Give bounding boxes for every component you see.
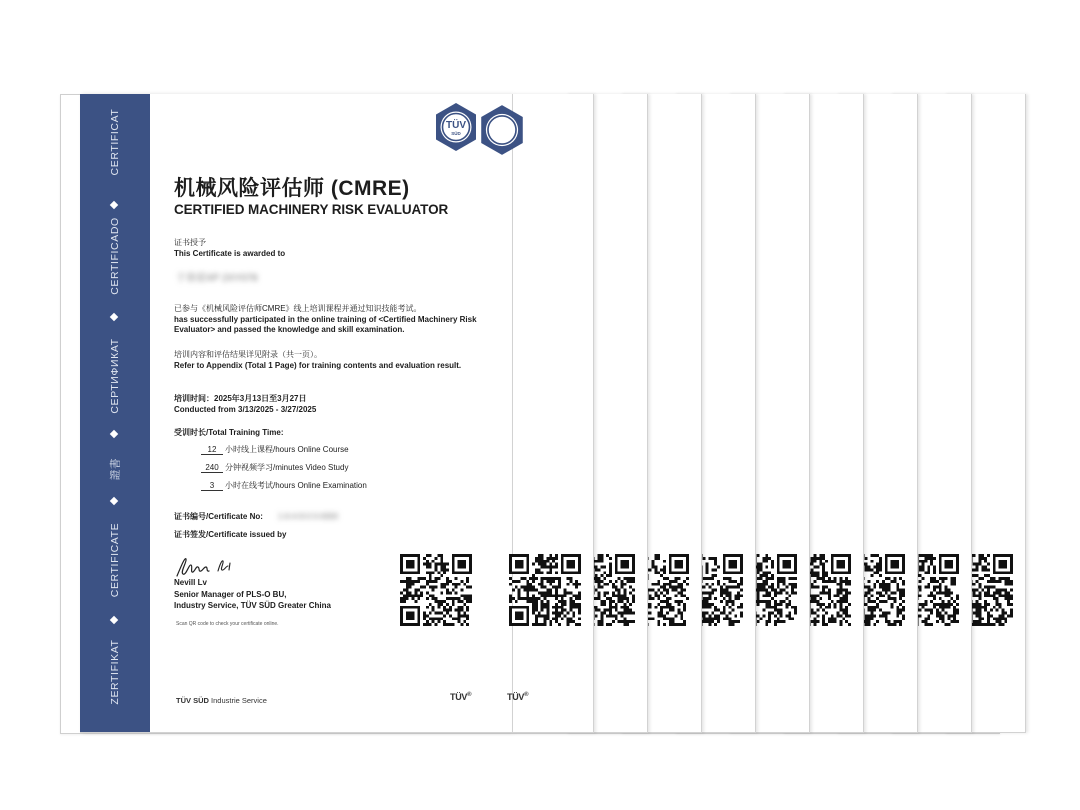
certificate-number-value: 1-6-4-9-0 0-0000 <box>278 512 339 521</box>
band-word-certificado: CERTIFICADO <box>109 217 121 295</box>
side-band <box>80 94 150 732</box>
appendix-en: Refer to Appendix (Total 1 Page) for training contents and evaluation result. <box>174 361 462 370</box>
band-word-certificate: CERTIFICATE <box>109 522 121 598</box>
logo-subtext: SÜD <box>451 131 461 136</box>
footer-mark-text: TÜV <box>450 692 468 702</box>
footer-brand-name: TÜV SÜD <box>176 696 209 705</box>
footer-brand <box>176 696 267 705</box>
title-chinese: 机械风险评估师 (CMRE) <box>174 177 410 200</box>
signer-title-line2: Industry Service, TÜV SÜD Greater China <box>174 601 331 610</box>
band-diamond <box>110 313 118 321</box>
period-cn: 培训时间：2025年3月13日至3月27日 <box>174 394 307 403</box>
footer-tuv-mark <box>450 692 471 702</box>
awarded-en: This Certificate is awarded to <box>174 249 286 258</box>
hours-online-exam <box>201 480 367 491</box>
footer-tuv-mark <box>507 692 528 702</box>
awarded-cn: 证书授予 <box>174 238 206 247</box>
band-word-sertifikat: СЕРТИФИКАТ <box>109 338 121 414</box>
minutes-video-study-value: 240 <box>201 463 223 473</box>
participation-en-line2: Evaluator> and passed the knowledge and skill examination. <box>174 325 405 334</box>
stacked-certificate-sheet <box>507 94 594 733</box>
hours-online-course <box>201 444 349 455</box>
band-word-zhengshu: 證書 <box>109 457 122 481</box>
footer-division: Industrie Service <box>211 696 267 705</box>
footer-reg-mark: ® <box>524 692 529 698</box>
hours-online-course-label: 小时线上课程/hours Online Course <box>225 445 349 454</box>
participation-cn: 已参与《机械风险评估师CMRE》线上培训课程并通过知识技能考试。 <box>174 304 422 313</box>
signer-name: Nevill Lv <box>174 578 207 587</box>
footer-mark-text: TÜV <box>507 692 525 702</box>
recipient-name: 于春雷XP 2XY078 <box>176 273 258 284</box>
signer-title-line1: Senior Manager of PLS-O BU, <box>174 590 287 599</box>
minutes-video-study-label: 分钟视频学习/minutes Video Study <box>225 463 349 472</box>
appendix-cn: 培训内容和评估结果详见附录（共一页）。 <box>174 350 322 359</box>
footer-reg-mark: ® <box>467 692 472 698</box>
hours-online-exam-label: 小时在线考试/hours Online Examination <box>225 481 367 490</box>
band-diamond <box>110 497 118 505</box>
band-word-certificat: CERTIFICAT <box>109 108 121 176</box>
scan-note: Scan QR code to check your certificate online. <box>176 621 279 627</box>
issued-by-label: 证书签发/Certificate issued by <box>174 530 287 539</box>
qr-code-icon[interactable] <box>400 554 472 626</box>
qr-code-icon <box>509 554 581 626</box>
band-diamond <box>110 616 118 624</box>
participation-en-line1: has successfully participated in the online training of <Certified Machinery Risk <box>174 315 477 324</box>
hours-online-exam-value: 3 <box>201 481 223 491</box>
signature-image <box>174 554 244 580</box>
title-english: CERTIFIED MACHINERY RISK EVALUATOR <box>174 202 449 217</box>
logo-text: TÜV <box>446 120 466 131</box>
band-diamond <box>110 201 118 209</box>
certificate-number-label: 证书编号/Certificate No: <box>174 512 263 521</box>
certificate-front <box>80 94 512 733</box>
hours-online-course-value: 12 <box>201 445 223 455</box>
band-word-zertifikat: ZERTIFIKAT <box>109 639 121 705</box>
period-en: Conducted from 3/13/2025 - 3/27/2025 <box>174 405 317 414</box>
training-time-label: 受训时长/Total Training Time: <box>174 428 284 437</box>
band-diamond <box>110 430 118 438</box>
minutes-video-study <box>201 462 348 473</box>
tuv-sud-logo-icon <box>475 103 529 157</box>
